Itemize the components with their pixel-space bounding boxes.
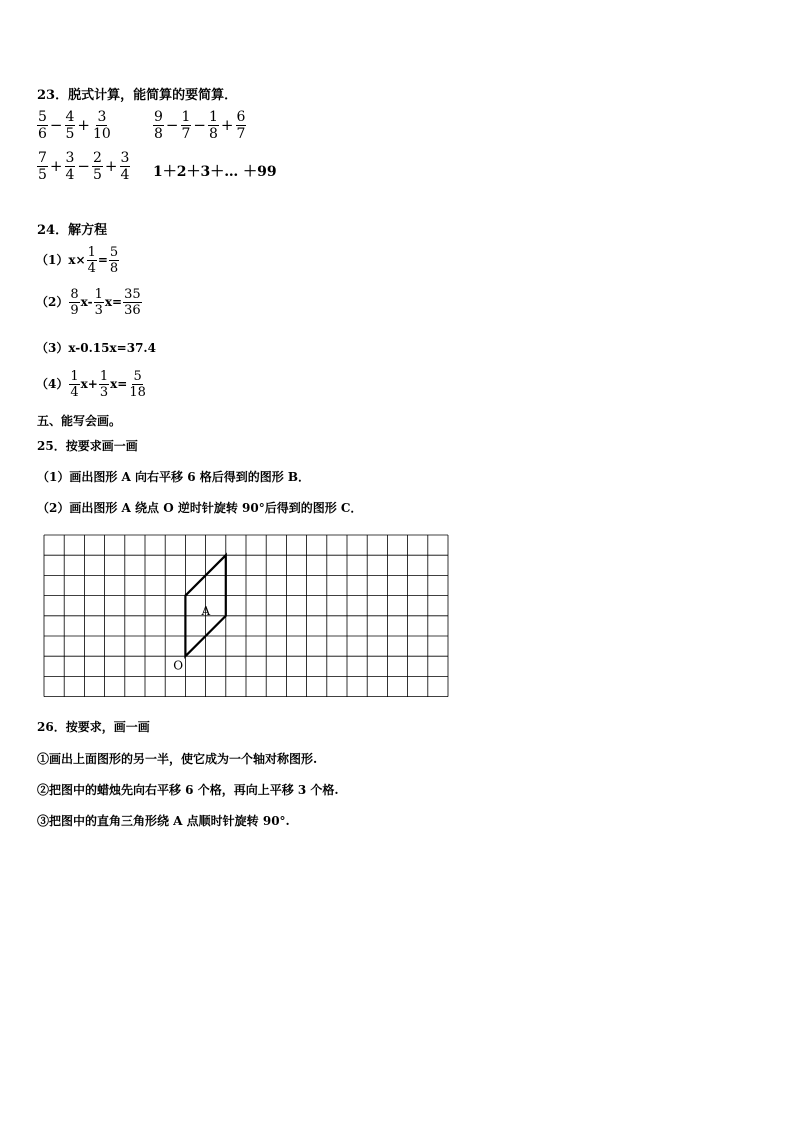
fraction: $\frac{1}{4}$ <box>70 369 79 400</box>
fraction: $\frac{3}{4}$ <box>65 150 75 183</box>
q26-title: 26．按要求，画一画 <box>37 720 150 734</box>
q23-title: 23．脱式计算，能简算的要简算． <box>37 88 238 103</box>
shape-a-label: A <box>201 603 211 618</box>
q26-item-2: ②把图中的蜡烛先向右平移 6 个格，再向上平移 3 个格. <box>37 783 339 797</box>
point-o-label: O <box>173 658 184 673</box>
fraction: $\frac{2}{5}$ <box>93 150 102 183</box>
q25-item-1: （1）画出图形 A 向右平移 6 格后得到的图形 B． <box>37 470 311 484</box>
q24-title: 24．解方程 <box>37 223 108 238</box>
q23-sum-expression: 1＋2＋3＋… ＋99 <box>153 164 277 180</box>
q23-expr-2: $\frac{9}{8}$ − $\frac{1}{7}$ − $\frac{1}{8}$ + $\frac{6}{7}$ <box>154 109 246 142</box>
fraction: $\frac{3}{4}$ <box>120 150 130 183</box>
fraction: $\frac{5}{8}$ <box>109 245 119 276</box>
q24-equation-3: （3）x-0.15x=37.4 <box>36 341 156 355</box>
fraction: $\frac{7}{5}$ <box>38 150 47 183</box>
grid-lines <box>44 535 448 697</box>
fraction: $\frac{9}{8}$ <box>154 109 163 142</box>
fraction: $\frac{3}{10}$ <box>93 109 111 142</box>
fraction: $\frac{1}{3}$ <box>94 287 103 318</box>
q25-title: 25．按要求画一画 <box>37 439 138 453</box>
q24-equation-2: （2） $\frac{8}{9}$ x- $\frac{1}{3}$ x= $\frac{35}{36}$ <box>36 287 141 318</box>
fraction: $\frac{8}{9}$ <box>70 287 79 318</box>
fraction: $\frac{4}{5}$ <box>65 109 75 142</box>
fraction: $\frac{1}{8}$ <box>209 109 218 142</box>
fraction: $\frac{1}{4}$ <box>87 245 96 276</box>
fraction: $\frac{35}{36}$ <box>124 287 141 318</box>
q24-equation-1: （1）x× $\frac{1}{4}$ = $\frac{5}{8}$ <box>36 245 119 276</box>
q23-expr-1: $\frac{5}{6}$ − $\frac{4}{5}$ + $\frac{3}{10}$ <box>38 109 111 142</box>
q26-item-3: ③把图中的直角三角形绕 A 点顺时针旋转 90°. <box>37 814 290 828</box>
section-heading: 五、能写会画。 <box>37 414 122 428</box>
q26-item-1: ①画出上面图形的另一半，使它成为一个轴对称图形. <box>37 752 318 766</box>
fraction: $\frac{1}{3}$ <box>99 369 109 400</box>
q25-item-2: （2）画出图形 A 绕点 O 逆时针旋转 90°后得到的图形 C． <box>37 501 363 515</box>
q23-expr-3: $\frac{7}{5}$ + $\frac{3}{4}$ − $\frac{2}{5}$ + $\frac{3}{4}$ <box>38 150 130 183</box>
fraction: $\frac{5}{6}$ <box>38 109 47 142</box>
fraction: $\frac{5}{18}$ <box>129 369 146 400</box>
fraction: $\frac{6}{7}$ <box>236 109 246 142</box>
fraction: $\frac{1}{7}$ <box>181 109 191 142</box>
q24-equation-4: （4） $\frac{1}{4}$ x+ $\frac{1}{3}$ x= $\frac{5}{18}$ <box>36 369 146 400</box>
